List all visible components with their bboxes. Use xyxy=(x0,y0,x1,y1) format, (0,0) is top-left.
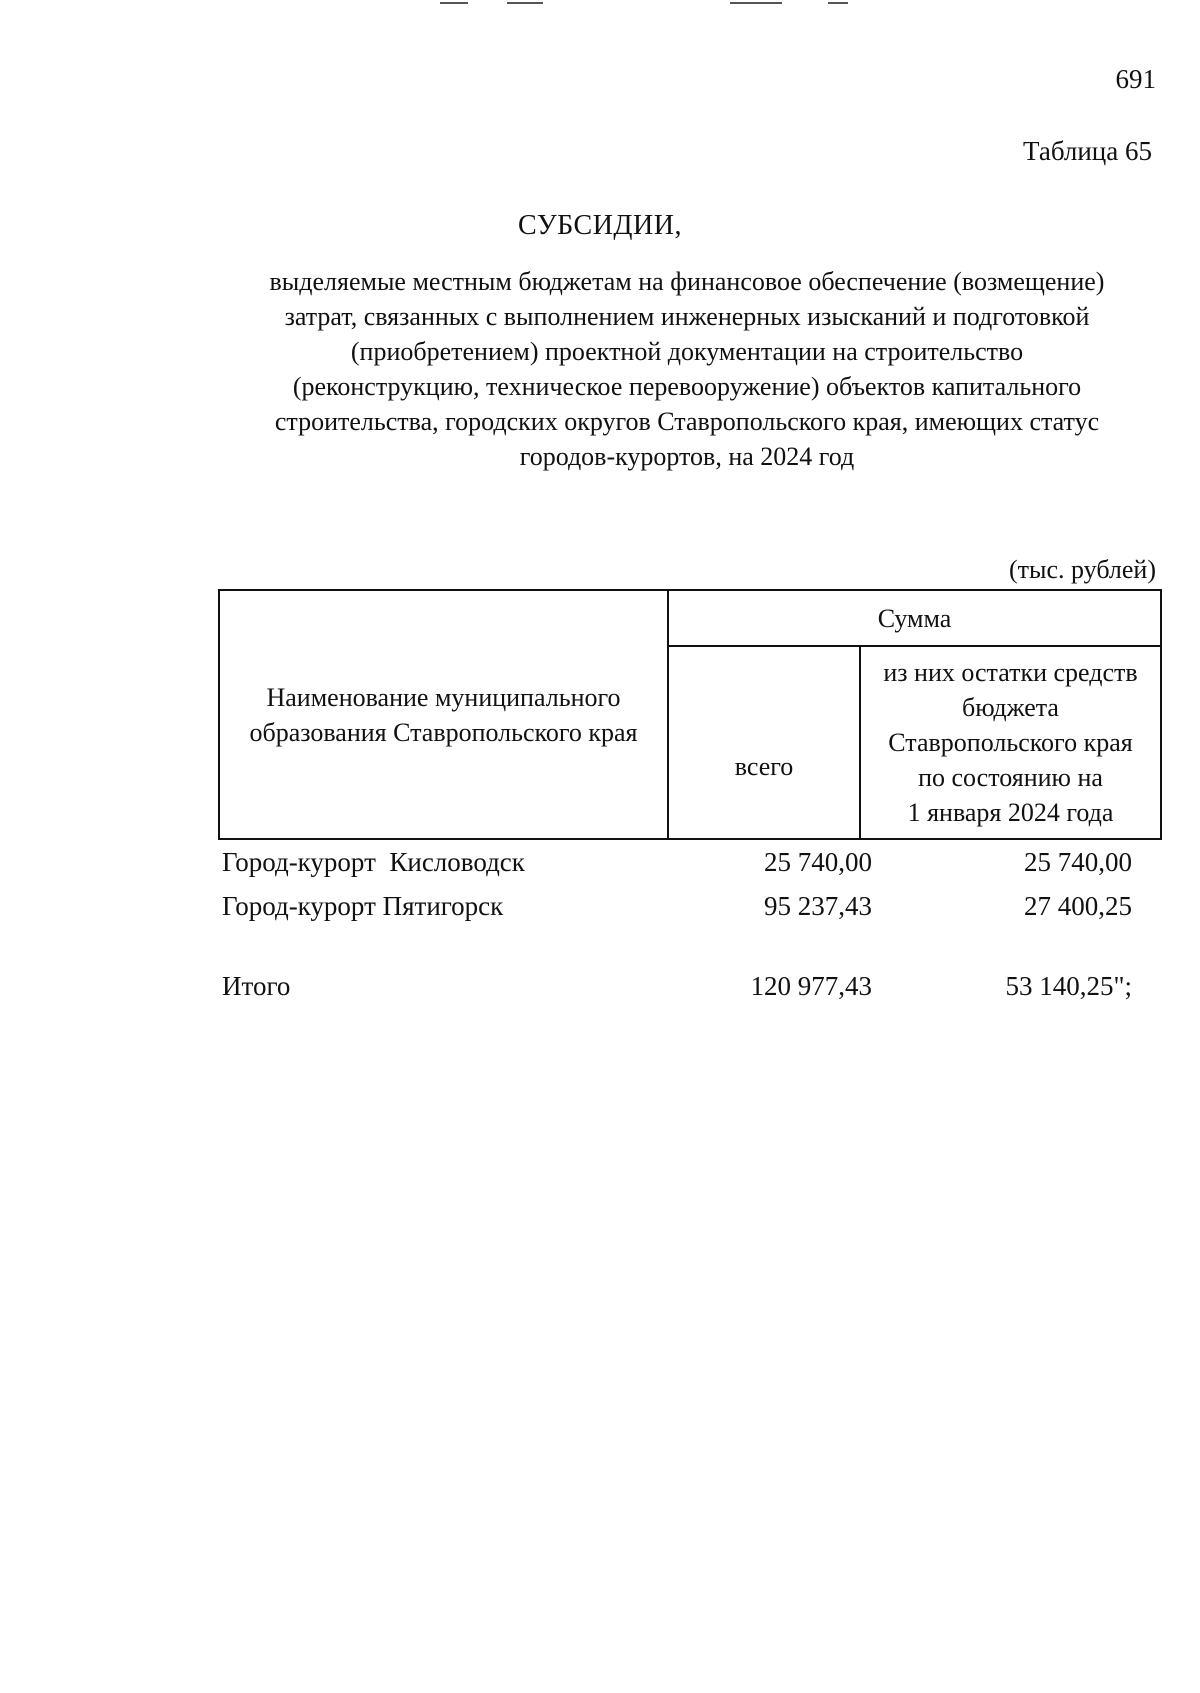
header-total-column: всего xyxy=(734,752,794,781)
units-label: (тыс. рублей) xyxy=(1008,555,1156,584)
summary-total: 120 977,43 xyxy=(750,971,872,1001)
subtitle-line: (приобретением) проектной документации на строительство xyxy=(350,337,1024,366)
summary-name: Итого xyxy=(222,971,291,1001)
row-name: Город-курорт Кисловодск xyxy=(222,847,525,877)
header-remainder-line: бюджета xyxy=(962,693,1059,722)
summary-row xyxy=(222,971,1162,1011)
scan-artifact xyxy=(828,2,848,4)
header-remainder-line: Ставропольского края xyxy=(888,728,1133,757)
header-name-line: образования Ставропольского края xyxy=(249,717,638,747)
row-total: 25 740,00 xyxy=(764,847,872,877)
scan-artifact xyxy=(730,2,782,4)
scan-artifact xyxy=(440,2,468,4)
scan-artifact xyxy=(507,2,543,4)
header-remainder-line: из них остатки средств xyxy=(883,658,1138,687)
summary-remainder: 53 140,25"; xyxy=(1005,971,1132,1001)
subtitle-line: затрат, связанных с выполнением инженерных изысканий и подготовкой xyxy=(284,302,1090,331)
document-subtitle xyxy=(222,264,1152,474)
document-title: СУБСИДИИ, xyxy=(518,210,682,241)
subtitle-line: выделяемые местным бюджетам на финансовое обеспечение (возмещение) xyxy=(269,267,1105,296)
table-rule xyxy=(1160,589,1162,840)
header-remainder-line: 1 января 2024 года xyxy=(907,798,1114,827)
table-row xyxy=(222,847,1162,887)
row-remainder: 25 740,00 xyxy=(1024,847,1132,877)
header-name-column xyxy=(220,591,667,838)
table-header xyxy=(218,589,1162,840)
table-rule xyxy=(218,838,1162,840)
header-remainder-column xyxy=(861,647,1160,838)
header-remainder-line: по состоянию на xyxy=(918,763,1103,792)
row-remainder: 27 400,25 xyxy=(1024,891,1132,921)
row-name: Город-курорт Пятигорск xyxy=(222,891,504,921)
row-total: 95 237,43 xyxy=(764,891,872,921)
subtitle-line: (реконструкцию, техническое перевооружение) объектов капитального xyxy=(292,372,1082,401)
subtitle-line: городов-курортов, на 2024 год xyxy=(519,442,855,471)
header-sum-group: Сумма xyxy=(877,603,952,633)
table-number: Таблица 65 xyxy=(1023,136,1152,166)
page-number: 691 xyxy=(1115,64,1156,94)
table-row xyxy=(222,891,1162,931)
subtitle-line: строительства, городских округов Ставропольского края, имеющих статус xyxy=(274,407,1100,436)
header-name-line: Наименование муниципального xyxy=(266,682,621,712)
